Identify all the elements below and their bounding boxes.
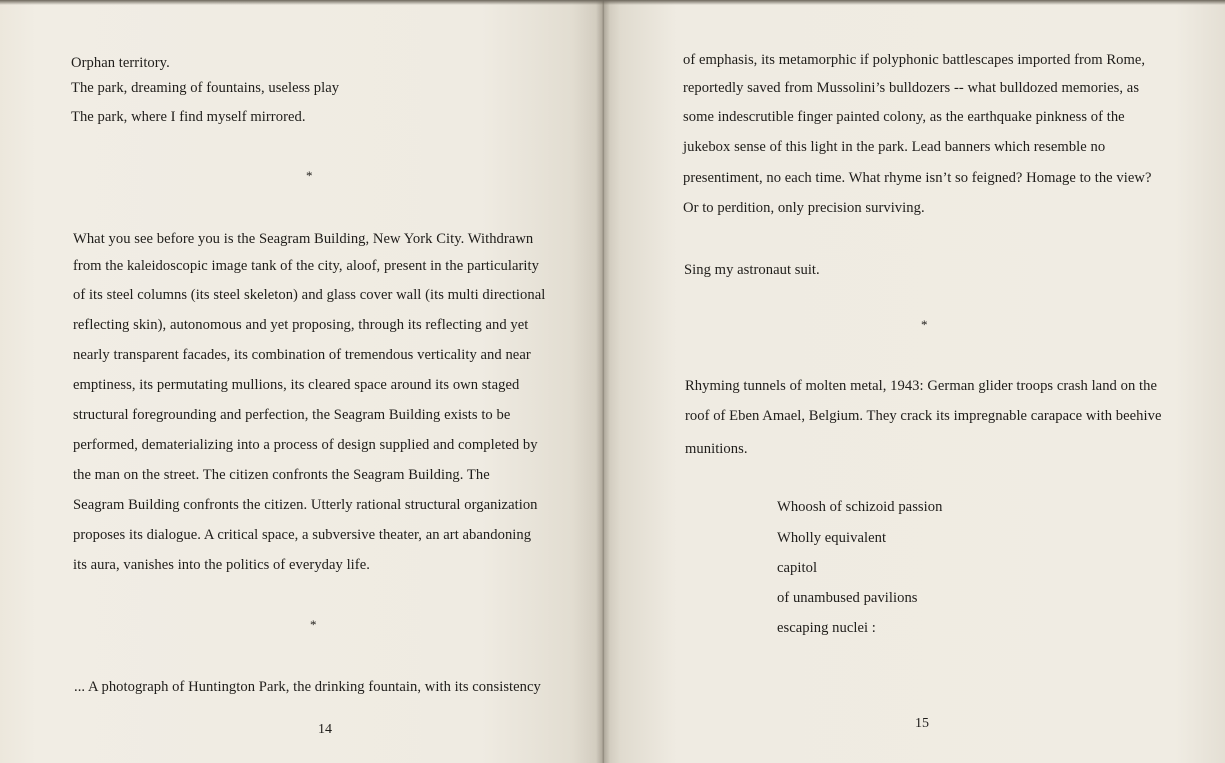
text-line: presentiment, no each time. What rhyme isn’t so feigned? Homage to the view? xyxy=(683,170,1152,186)
text-line: of emphasis, its metamorphic if polyphonic battlescapes imported from Rome, xyxy=(683,52,1146,68)
text-line: reportedly saved from Mussolini’s bulldozers -- what bulldozed memories, as xyxy=(683,80,1140,96)
book-top-edge xyxy=(0,0,1225,5)
text-line: its aura, vanishes into the politics of everyday life. xyxy=(73,557,370,573)
text-line: performed, dematerializing into a process of design supplied and completed by xyxy=(73,437,538,453)
text-line: Orphan territory. xyxy=(71,55,170,71)
page-number: 15 xyxy=(915,716,929,731)
text-line: of its steel columns (its steel skeleton) and glass cover wall (its multi directional xyxy=(73,287,546,303)
text-line: Rhyming tunnels of molten metal, 1943: German glider troops crash land on the xyxy=(685,378,1157,394)
text-line: emptiness, its permutating mullions, its cleared space around its own staged xyxy=(73,377,520,393)
page-number: 14 xyxy=(318,722,332,737)
text-line: munitions. xyxy=(685,441,748,457)
section-separator: * xyxy=(921,317,928,332)
poem-line: Whoosh of schizoid passion xyxy=(777,499,943,515)
left-page xyxy=(0,0,602,763)
text-line: reflecting skin), autonomous and yet proposing, through its reflecting and yet xyxy=(73,317,529,333)
text-line: jukebox sense of this light in the park. Lead banners which resemble no xyxy=(683,139,1106,155)
section-separator: * xyxy=(310,617,317,632)
right-page xyxy=(602,0,1225,763)
poem-line: Wholly equivalent xyxy=(777,530,887,546)
section-separator: * xyxy=(306,168,313,183)
text-line: proposes its dialogue. A critical space, a subversive theater, an art abandoning xyxy=(73,527,532,543)
text-line: nearly transparent facades, its combination of tremendous verticality and near xyxy=(73,347,531,363)
text-line: roof of Eben Amael, Belgium. They crack its impregnable carapace with beehive xyxy=(685,408,1162,424)
text-line: the man on the street. The citizen confronts the Seagram Building. The xyxy=(73,467,490,483)
text-line: structural foregrounding and perfection, the Seagram Building exists to be xyxy=(73,407,511,423)
text-line: from the kaleidoscopic image tank of the city, aloof, present in the particularity xyxy=(73,258,539,274)
text-line: The park, where I find myself mirrored. xyxy=(71,109,306,125)
text-line: What you see before you is the Seagram Building, New York City. Withdrawn xyxy=(73,231,534,247)
text-line: Sing my astronaut suit. xyxy=(684,262,820,278)
text-line: some indescrutible finger painted colony, as the earthquake pinkness of the xyxy=(683,109,1125,125)
text-line: ... A photograph of Huntington Park, the drinking fountain, with its consistency xyxy=(74,679,541,695)
text-line: Seagram Building confronts the citizen. Utterly rational structural organization xyxy=(73,497,538,513)
text-line: The park, dreaming of fountains, useless play xyxy=(71,80,340,96)
poem-line: capitol xyxy=(777,560,818,576)
poem-line: of unambused pavilions xyxy=(777,590,918,606)
book-gutter xyxy=(596,0,610,763)
poem-line: escaping nuclei : xyxy=(777,620,876,636)
text-line: Or to perdition, only precision surviving. xyxy=(683,200,925,216)
